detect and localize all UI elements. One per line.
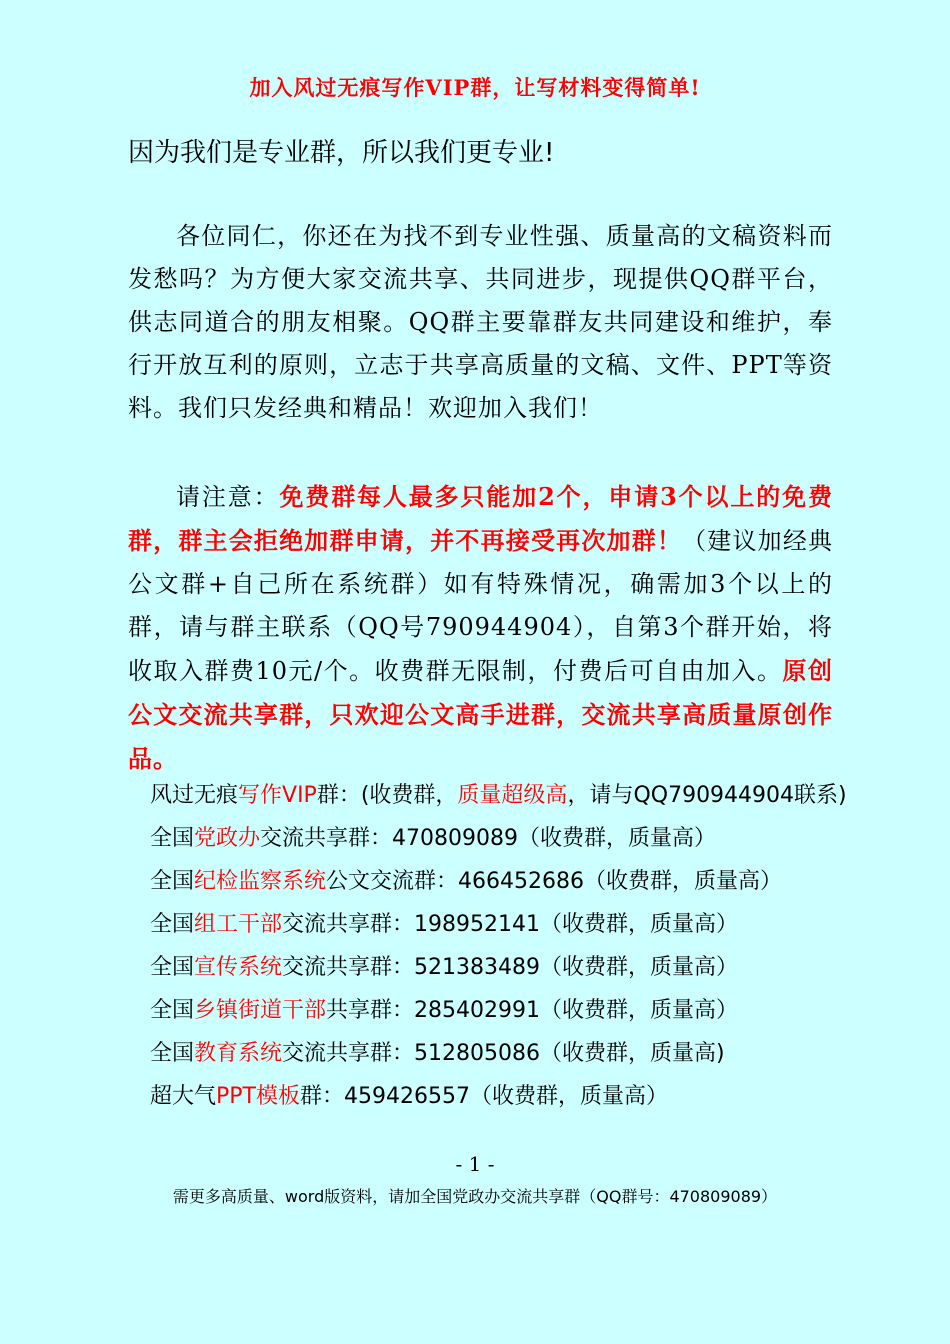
group-line-writing-vip: 风过无痕写作VIP群：(收费群，质量超级高，请与QQ790944904联系) — [150, 783, 847, 808]
group-line-education: 全国教育系统交流共享群：512805086（收费群，质量高) — [150, 1041, 725, 1066]
header-banner: 加入风过无痕写作VIP群，让写材料变得简单! — [249, 75, 701, 100]
group-line-publicity: 全国宣传系统交流共享群：521383489（收费群，质量高） — [150, 955, 739, 980]
intro-paragraph: 各位同仁，你还在为找不到专业性强、质量高的文稿资料而发愁吗？为方便大家交流共享、共同进步，现提供QQ群平台，供志同道合的朋友相聚。QQ群主要靠群友共同建设和维护，奉行开放互利的原则，立志于共享高质量的文稿、文件、PPT等资料。我们只发经典和精品！欢迎加入我们！ — [128, 222, 833, 422]
slogan: 因为我们是专业群，所以我们更专业! — [128, 138, 555, 168]
page-number: - 1 - — [455, 1152, 495, 1176]
group-line-discipline: 全国纪检监察系统公文交流群：466452686（收费群，质量高） — [150, 869, 783, 894]
group-line-party-office: 全国党政办交流共享群：470809089（收费群，质量高） — [150, 826, 717, 851]
footer-note: 需更多高质量、word版资料，请加全国党政办交流共享群（QQ群号：470809089） — [172, 1187, 778, 1206]
notice-lead: 请注意： — [176, 483, 280, 511]
notice-closing: 原创公文交流共享群，只欢迎公文高手进群，交流共享高质量原创作品。 — [128, 656, 834, 773]
group-list — [150, 774, 847, 1118]
group-line-organization: 全国组工干部交流共享群：198952141（收费群，质量高） — [150, 912, 739, 937]
group-line-ppt: 超大气PPT模板群：459426557（收费群，质量高） — [150, 1084, 668, 1109]
notice-paragraph — [128, 475, 833, 781]
notice-warning: 免费群每人最多只能加2个，申请3个以上的免费群，群主会拒绝加群申请，并不再接受再次加群！ — [128, 482, 834, 555]
group-line-township: 全国乡镇街道干部共享群：285402991（收费群，质量高） — [150, 998, 739, 1023]
notice-body: （建议加经典公文群+自己所在系统群）如有特殊情况，确需加3个以上的群，请与群主联系（QQ号790944904），自第3个群开始，将收取入群费10元/个。收费群无限制，付费后可自由加入。 — [128, 527, 834, 685]
